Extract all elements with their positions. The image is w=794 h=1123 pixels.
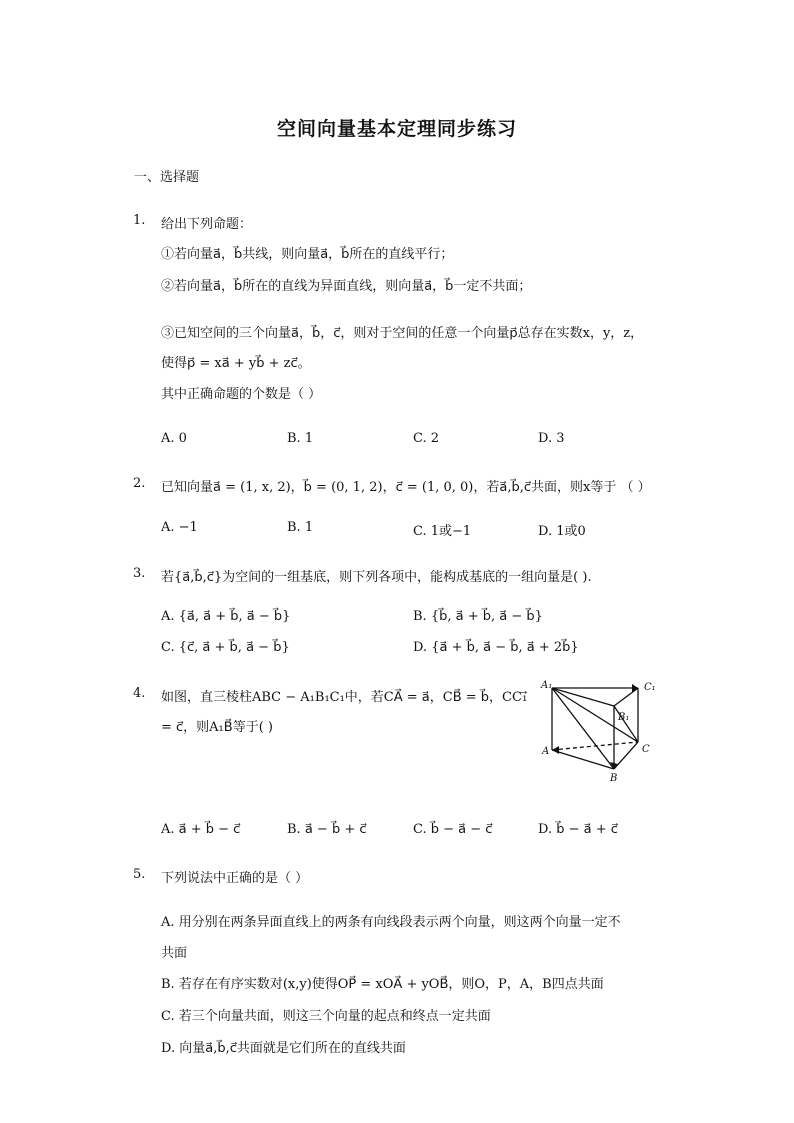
- option-a: A. −1: [161, 520, 198, 535]
- prism-figure: [538, 676, 664, 788]
- figure-label: A₁: [541, 680, 553, 691]
- question-text: 已知向量a⃗ = (1, x, 2)，b⃗ = (0, 1, 2)，c⃗ = (1, 0, 0)，若a⃗,b⃗,c⃗共面，则x等于 （ ）: [161, 480, 651, 495]
- option-c: C. 1或−1: [413, 524, 472, 539]
- figure-label: A: [542, 746, 550, 757]
- question-number: 1.: [133, 213, 146, 228]
- option-d: D. 向量a⃗,b⃗,c⃗共面就是它们所在的直线共面: [161, 1041, 406, 1056]
- option-c: C. {c⃗, a⃗ + b⃗, a⃗ − b⃗}: [161, 640, 290, 655]
- question-text: ②若向量a⃗，b⃗所在的直线为异面直线，则向量a⃗，b⃗一定不共面；: [161, 279, 532, 294]
- question-text: ①若向量a⃗，b⃗共线，则向量a⃗，b⃗所在的直线平行；: [161, 247, 454, 262]
- question-text: 使得p⃗ = xa⃗ + yb⃗ + zc⃗。: [161, 356, 311, 371]
- question-number: 2.: [133, 476, 146, 491]
- option-b: B. 1: [287, 520, 314, 535]
- option-a: A. 0: [161, 431, 187, 446]
- page-title: 空间向量基本定理同步练习: [276, 118, 517, 140]
- option-a: A. {a⃗, a⃗ + b⃗, a⃗ − b⃗}: [161, 609, 291, 624]
- question-text: 如图，直三棱柱ABC − A₁B₁C₁中，若CA⃗ = a⃗，CB⃗ = b⃗，CC₁⃗: [161, 690, 528, 705]
- option-b: B. 若存在有序实数对(x,y)使得OP⃗ = xOA⃗ + yOB⃗，则O，P，A，B四点共面: [161, 977, 604, 992]
- option-b: B. {b⃗, a⃗ + b⃗, a⃗ − b⃗}: [413, 609, 543, 624]
- option-d: D. {a⃗ + b⃗, a⃗ − b⃗, a⃗ + 2b⃗}: [413, 640, 579, 655]
- option-d: D. b⃗ − a⃗ + c⃗: [538, 822, 618, 837]
- option-a-continued: 共面: [161, 946, 188, 961]
- option-b: B. a⃗ − b⃗ + c⃗: [287, 822, 367, 837]
- option-c: C. b⃗ − a⃗ − c⃗: [413, 822, 493, 837]
- option-c: C. 若三个向量共面，则这三个向量的起点和终点一定共面: [161, 1009, 491, 1024]
- section-heading: 一、选择题: [134, 170, 200, 185]
- question-text: 其中正确命题的个数是（ ）: [161, 387, 322, 402]
- option-b: B. 1: [287, 431, 314, 446]
- figure-label: C: [642, 744, 650, 755]
- question-number: 5.: [133, 867, 146, 882]
- question-number: 4.: [133, 686, 146, 701]
- question-text: 若{a⃗,b⃗,c⃗}为空间的一组基底，则下列各项中，能构成基底的一组向量是( ).: [161, 570, 592, 585]
- option-a: A. a⃗ + b⃗ − c⃗: [161, 822, 241, 837]
- figure-label: C₁: [644, 682, 656, 693]
- option-d: D. 3: [538, 431, 565, 446]
- question-text: 下列说法中正确的是（ ）: [161, 871, 309, 886]
- question-text: 给出下列命题：: [161, 217, 253, 232]
- option-d: D. 1或0: [538, 524, 586, 539]
- question-number: 3.: [133, 566, 146, 581]
- figure-label: B₁: [618, 712, 630, 723]
- question-text: ③已知空间的三个向量a⃗，b⃗，c⃗，则对于空间的任意一个向量p⃗总存在实数x，y，z，: [161, 326, 644, 341]
- option-a: A. 用分别在两条异面直线上的两条有向线段表示两个向量，则这两个向量一定不: [161, 915, 621, 930]
- option-c: C. 2: [413, 431, 440, 446]
- question-text: = c⃗，则A₁B⃗等于( ): [161, 720, 273, 735]
- figure-label: B: [610, 773, 618, 784]
